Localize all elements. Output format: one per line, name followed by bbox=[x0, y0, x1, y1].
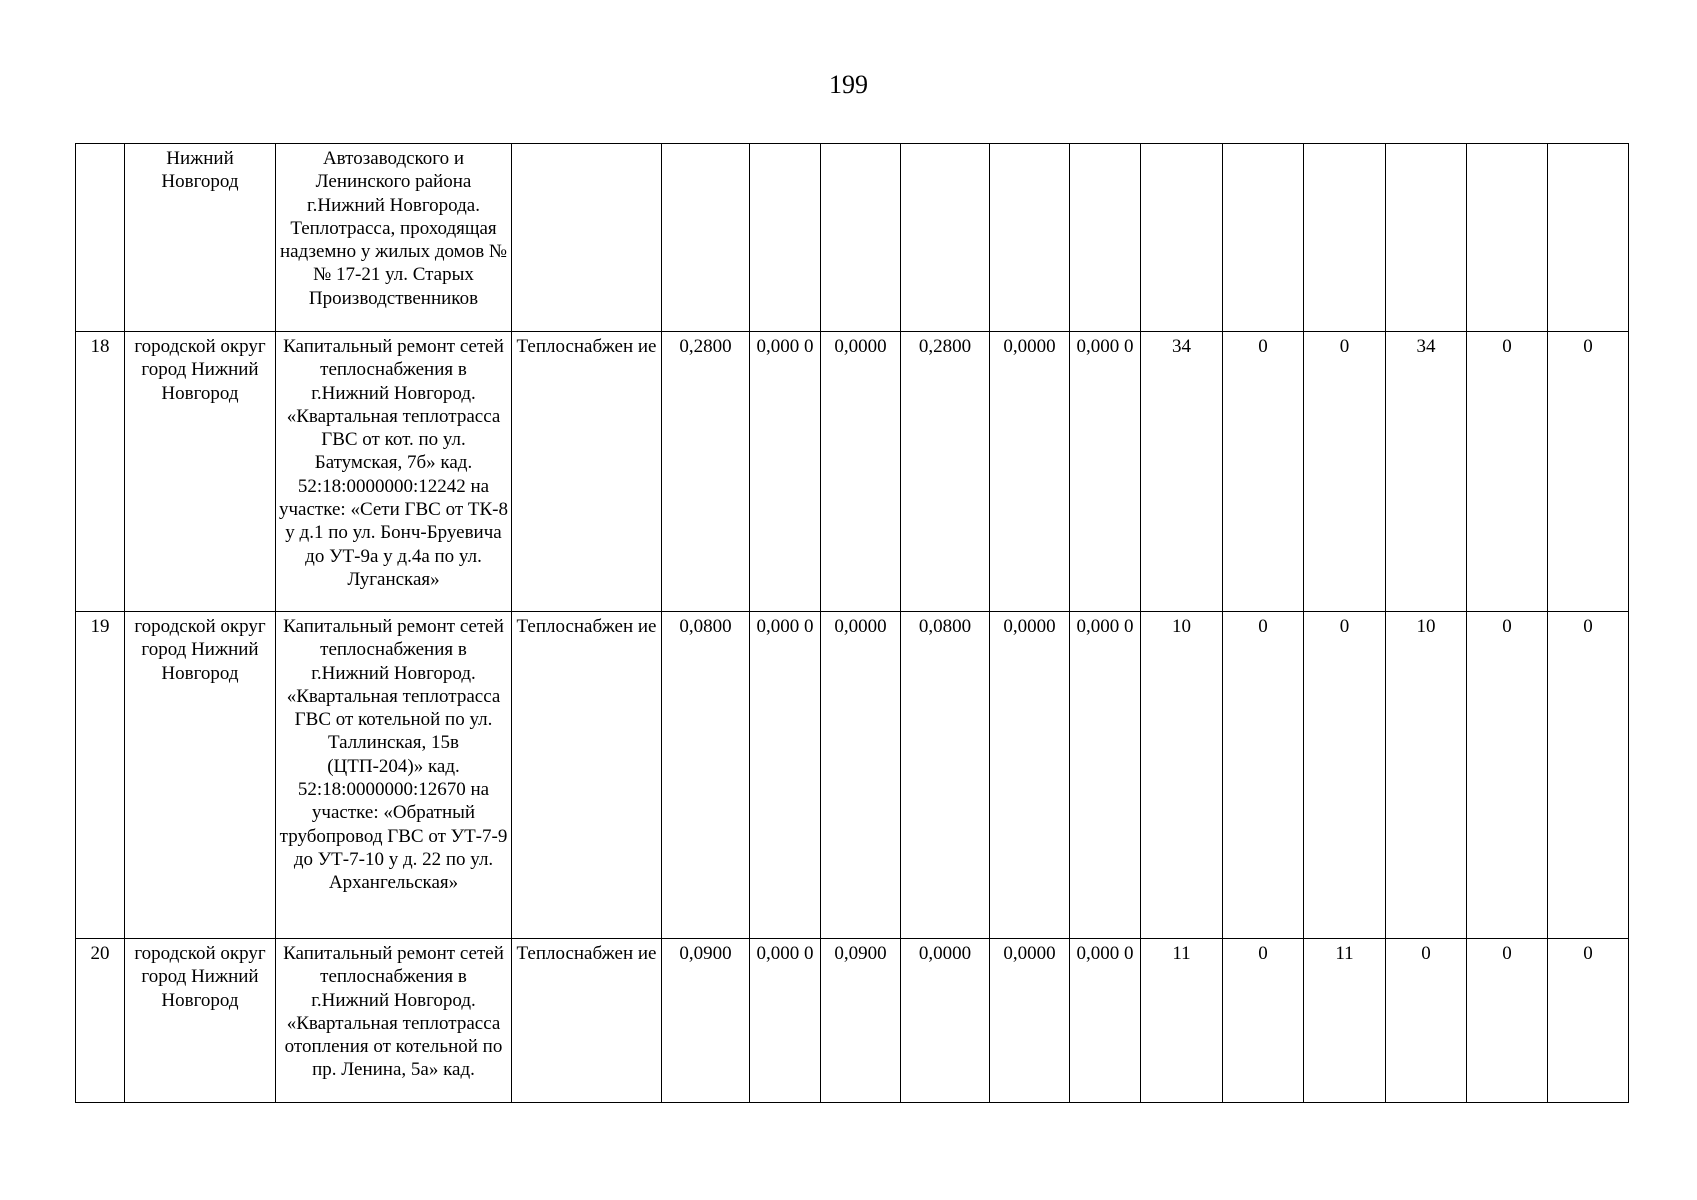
value-cell: 0 bbox=[1467, 612, 1548, 939]
value-cell: 0,000 0 bbox=[1070, 612, 1141, 939]
value-cell: 0,0000 bbox=[990, 612, 1070, 939]
value-cell: 10 bbox=[1386, 612, 1467, 939]
value-cell: 0 bbox=[1548, 939, 1629, 1103]
value-cell: 0 bbox=[1467, 939, 1548, 1103]
municipality-cell: городской округ город Нижний Новгород bbox=[125, 939, 276, 1103]
value-cell: 0 bbox=[1548, 612, 1629, 939]
value-cell bbox=[821, 144, 901, 332]
value-cell bbox=[662, 144, 750, 332]
value-cell bbox=[1070, 144, 1141, 332]
value-cell: 0,000 0 bbox=[750, 612, 821, 939]
municipality-cell: Нижний Новгород bbox=[125, 144, 276, 332]
value-cell bbox=[750, 144, 821, 332]
municipality-cell: городской округ город Нижний Новгород bbox=[125, 612, 276, 939]
value-cell: 0 bbox=[1467, 332, 1548, 612]
description-cell: Автозаводского и Ленинского района г.Нижний Новгорода. Теплотрасса, проходящая надземно у жилых домов №№ 17-21 ул. Старых Производственников bbox=[276, 144, 512, 332]
value-cell bbox=[901, 144, 990, 332]
description-cell: Капитальный ремонт сетей теплоснабжения в г.Нижний Новгород. «Квартальная теплотрасса ГВС от кот. по ул. Батумская, 7б» кад. 52:18:0000000:12242 на участке: «Сети ГВС от ТК-8 у д.1 по ул. Бонч-Бруевича до УТ-9а у д.4а по ул. Луганская» bbox=[276, 332, 512, 612]
value-cell bbox=[1141, 144, 1223, 332]
value-cell bbox=[1304, 144, 1386, 332]
value-cell: 0 bbox=[1223, 612, 1304, 939]
value-cell: 0,000 0 bbox=[1070, 332, 1141, 612]
value-cell: 0,0000 bbox=[821, 332, 901, 612]
value-cell: 10 bbox=[1141, 612, 1223, 939]
value-cell: 0,0800 bbox=[901, 612, 990, 939]
value-cell: 0,0000 bbox=[821, 612, 901, 939]
row-number-cell bbox=[76, 144, 125, 332]
value-cell: 0,000 0 bbox=[1070, 939, 1141, 1103]
data-table bbox=[75, 143, 1629, 1103]
table-row bbox=[76, 332, 1629, 612]
page-number: 199 bbox=[829, 70, 868, 99]
value-cell bbox=[1386, 144, 1467, 332]
value-cell: 0 bbox=[1304, 612, 1386, 939]
value-cell: 0,0000 bbox=[901, 939, 990, 1103]
value-cell: 0,2800 bbox=[901, 332, 990, 612]
type-cell bbox=[512, 144, 662, 332]
value-cell bbox=[1548, 144, 1629, 332]
value-cell: 0 bbox=[1223, 939, 1304, 1103]
value-cell bbox=[990, 144, 1070, 332]
value-cell: 0,0000 bbox=[990, 939, 1070, 1103]
value-cell: 0,000 0 bbox=[750, 939, 821, 1103]
value-cell: 0,0900 bbox=[662, 939, 750, 1103]
value-cell: 0,0900 bbox=[821, 939, 901, 1103]
value-cell: 0 bbox=[1223, 332, 1304, 612]
value-cell: 11 bbox=[1304, 939, 1386, 1103]
table-row bbox=[76, 144, 1629, 332]
type-cell: Теплоснабжен ие bbox=[512, 612, 662, 939]
type-cell: Теплоснабжен ие bbox=[512, 939, 662, 1103]
row-number-cell: 19 bbox=[76, 612, 125, 939]
value-cell: 0,0800 bbox=[662, 612, 750, 939]
value-cell: 0 bbox=[1304, 332, 1386, 612]
table-row bbox=[76, 612, 1629, 939]
value-cell: 0,0000 bbox=[990, 332, 1070, 612]
value-cell: 0 bbox=[1548, 332, 1629, 612]
type-cell: Теплоснабжен ие bbox=[512, 332, 662, 612]
description-cell: Капитальный ремонт сетей теплоснабжения в г.Нижний Новгород. «Квартальная теплотрасса ГВС от котельной по ул. Таллинская, 15в (ЦТП-204)» кад. 52:18:0000000:12670 на участке: «Обратный трубопровод ГВС от УТ-7-9 до УТ-7-10 у д. 22 по ул. Архангельская» bbox=[276, 612, 512, 939]
value-cell bbox=[1223, 144, 1304, 332]
value-cell: 0,000 0 bbox=[750, 332, 821, 612]
value-cell: 34 bbox=[1141, 332, 1223, 612]
row-number-cell: 20 bbox=[76, 939, 125, 1103]
description-cell: Капитальный ремонт сетей теплоснабжения в г.Нижний Новгород. «Квартальная теплотрасса отопления от котельной по пр. Ленина, 5а» кад. bbox=[276, 939, 512, 1103]
value-cell bbox=[1467, 144, 1548, 332]
value-cell: 0,2800 bbox=[662, 332, 750, 612]
municipality-cell: городской округ город Нижний Новгород bbox=[125, 332, 276, 612]
value-cell: 0 bbox=[1386, 939, 1467, 1103]
table-row bbox=[76, 939, 1629, 1103]
row-number-cell: 18 bbox=[76, 332, 125, 612]
value-cell: 11 bbox=[1141, 939, 1223, 1103]
value-cell: 34 bbox=[1386, 332, 1467, 612]
